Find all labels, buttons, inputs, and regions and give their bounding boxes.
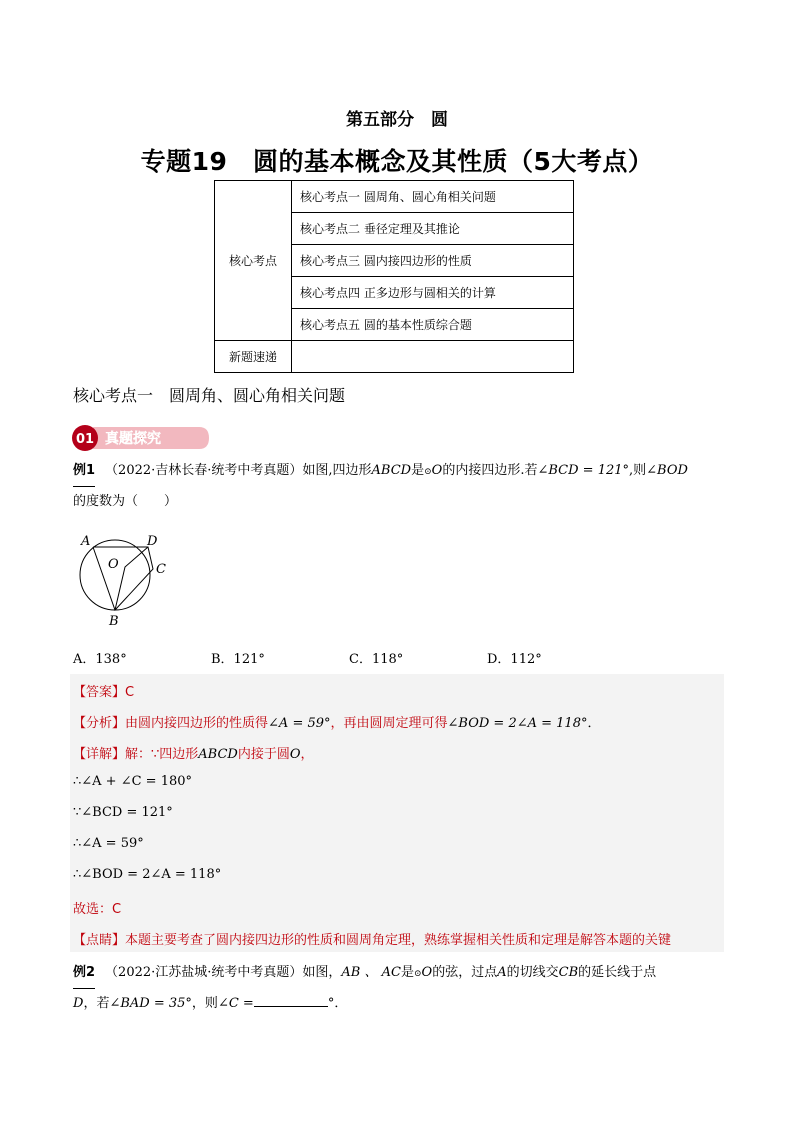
example2-text: 是 — [400, 965, 414, 980]
quadrilateral-abcd — [93, 547, 153, 610]
analysis-text: ． — [587, 716, 601, 731]
analysis-tag: 【分析】 — [73, 716, 126, 731]
answer-tag: 【答案】 — [73, 685, 126, 700]
example1-line1 — [73, 456, 733, 487]
example1-source: （2022·吉林长春·统考中考真题） — [105, 463, 303, 478]
choice-line — [73, 898, 121, 917]
analysis-text: ，再由圆周定理可得 — [330, 716, 448, 731]
example2-line2 — [73, 989, 347, 1019]
toc-item: 核心考点三 圆内接四边形的性质 — [292, 245, 574, 277]
detail-tag: 【详解】 — [73, 747, 126, 762]
answer-blank[interactable] — [254, 994, 328, 1007]
circle-o — [80, 540, 150, 610]
option-a: A．138° — [73, 652, 127, 667]
example2-tail: °． — [327, 996, 348, 1011]
option-b: B．121° — [211, 652, 265, 667]
detail-math: ABCD — [198, 747, 238, 762]
analysis-math: ∠A = 59° — [268, 716, 331, 731]
toc-item: 核心考点一 圆周角、圆心角相关问题 — [292, 181, 574, 213]
example2-text: ，若 — [83, 996, 110, 1011]
example2-condition: ∠BAD = 35° — [109, 996, 192, 1011]
option-c: C．118° — [349, 652, 404, 667]
section-title: 核心考点一 圆周角、圆心角相关问题 — [73, 386, 346, 405]
choice-label: 故选： — [73, 902, 113, 917]
comment-tag: 【点睛】 — [73, 933, 126, 948]
part-title: 第五部分 圆 — [346, 110, 448, 130]
comment-line — [73, 929, 671, 948]
example2-text: 的切线交 — [506, 965, 559, 980]
example2-tag: 例2 — [73, 958, 95, 989]
step-4: ∴∠BOD = 2∠A = 118° — [73, 867, 222, 882]
toc-item: 核心考点五 圆的基本性质综合题 — [292, 309, 574, 341]
example1-text: 如图,四边形 — [302, 463, 372, 478]
label-b: B — [109, 614, 119, 629]
example2-source: （2022·江苏盐城·统考中考真题） — [105, 965, 303, 980]
banner-label: 真题探究 — [105, 431, 161, 447]
toc-item: 核心考点四 正多边形与圆相关的计算 — [292, 277, 574, 309]
topic-table — [214, 180, 574, 373]
toc-item: 核心考点二 垂径定理及其推论 — [292, 213, 574, 245]
detail-text: ， — [300, 747, 314, 762]
example2-circle: O — [421, 965, 433, 980]
example2-text: ，则 — [191, 996, 218, 1011]
example1-tag: 例1 — [73, 456, 95, 487]
label-d: D — [147, 534, 158, 549]
example2-line1 — [73, 958, 733, 989]
topic-title: 专题19 圆的基本概念及其性质（5大考点） — [140, 147, 654, 176]
example2-dpoint: D — [73, 996, 84, 1011]
example2-chords: AB 、 AC — [341, 965, 401, 980]
step-2: ∵∠BCD = 121° — [73, 805, 173, 820]
option-d: D．112° — [487, 652, 542, 667]
answer-value: C — [125, 685, 135, 700]
toc-new-label: 新题速递 — [215, 341, 292, 373]
circle-figure — [75, 530, 175, 630]
example1-circle: O — [431, 463, 443, 478]
example2-point: A — [497, 965, 507, 980]
choice-value: C — [112, 902, 122, 917]
example1-text: 的内接四边形.若 — [442, 463, 538, 478]
detail-line — [73, 743, 314, 762]
radii-od-ob — [115, 547, 148, 610]
circle-symbol: ⊙ — [413, 969, 422, 979]
analysis-text: 由圆内接四边形的性质得 — [125, 716, 269, 731]
example2-text: 如图， — [302, 965, 342, 980]
example2-ask: ∠C = — [217, 996, 254, 1011]
banner-number: 01 — [75, 432, 95, 447]
step-1: ∴∠A + ∠C = 180° — [73, 774, 193, 789]
example2-text: 的弦，过点 — [432, 965, 498, 980]
detail-math: O — [289, 747, 301, 762]
example1-condition: ∠BCD = 121° — [537, 463, 630, 478]
toc-new-value — [292, 341, 574, 373]
example1-line2: 的度数为（ ） — [73, 494, 178, 509]
detail-text: 内接于圆 — [237, 747, 290, 762]
example1-ask: ∠BOD — [646, 463, 688, 478]
answer-line — [73, 681, 134, 700]
circle-symbol: ⊙ — [424, 467, 432, 477]
example2-text: 的延长线于点 — [578, 965, 657, 980]
toc-left-label: 核心考点 — [215, 181, 292, 341]
label-c: C — [156, 562, 166, 577]
example1-text: 是 — [411, 463, 425, 478]
example1-quad: ABCD — [371, 463, 412, 478]
analysis-math: ∠BOD = 2∠A = 118° — [447, 716, 588, 731]
comment-text: 本题主要考查了圆内接四边形的性质和圆周角定理，熟练掌握相关性质和定理是解答本题的关键 — [125, 933, 672, 948]
example1-text: ,则 — [629, 463, 647, 478]
analysis-line — [73, 712, 601, 731]
label-o: O — [108, 557, 119, 572]
example2-line: CB — [558, 965, 579, 980]
step-3: ∴∠A = 59° — [73, 836, 144, 851]
banner-zhenti — [71, 423, 211, 453]
label-a: A — [81, 534, 91, 549]
detail-text: 解：∵四边形 — [125, 747, 199, 762]
